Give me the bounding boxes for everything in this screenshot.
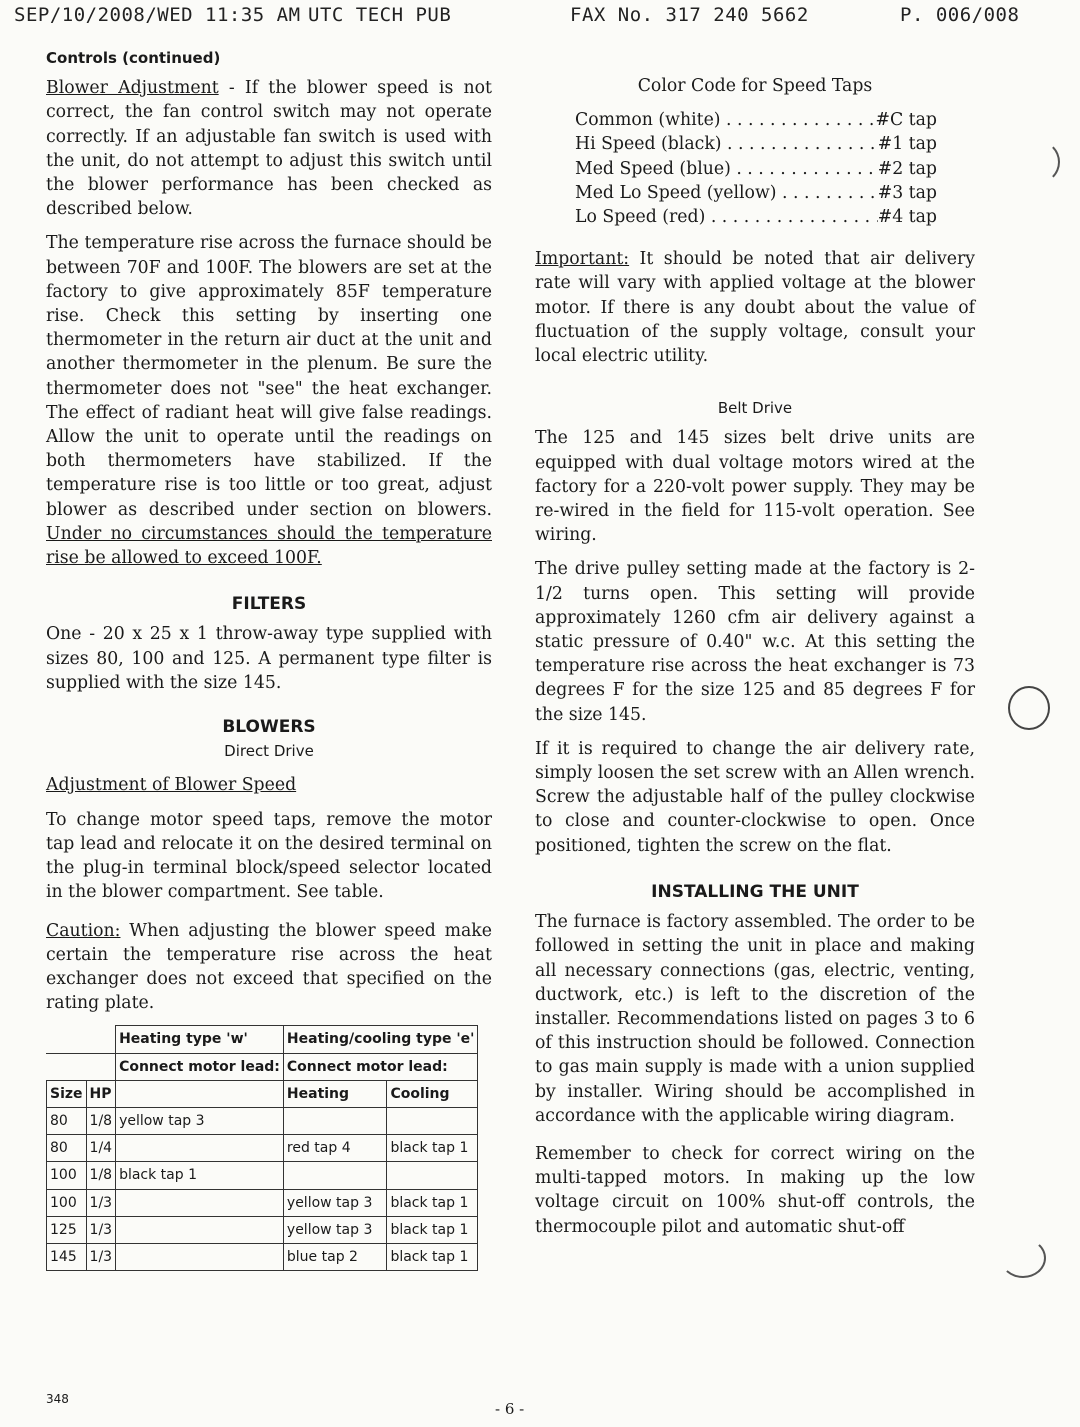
- heating-cell: blue tap 2: [283, 1243, 387, 1270]
- punch-hole-mark-bottom: [1000, 1238, 1046, 1278]
- blower-adjustment-paragraph: [46, 76, 492, 221]
- important-text: It should be noted that air delivery rate will vary with applied voltage at the blower motor. If there is any doubt about the value of fluctuation of the supply voltage, consult your local electric utility.: [535, 249, 975, 367]
- size-header: Size: [47, 1080, 87, 1107]
- fax-sender: UTC TECH PUB: [308, 4, 452, 26]
- size-cell: 80: [47, 1135, 87, 1162]
- cooling-cell: black tap 1: [387, 1135, 478, 1162]
- temperature-rise-text: The temperature rise across the furnace should be between 70F and 100F. The blowers are set at the factory to give approximately 85F temperature rise. Check this setting by inserting one thermometer in the return air duct at the unit and another thermometer in the plenum. Be sure the thermometer does not "see" the heat exchanger. The effect of radiant heat will give false readings. Allow the unit to operate until the readings on both thermometers have stabilized. If the temperature rise is too little or too great, adjust blower as described under section on blowers.: [46, 233, 492, 520]
- list-item: [575, 205, 937, 229]
- caution-label: Caution:: [46, 920, 121, 941]
- fax-header: [0, 4, 1080, 34]
- size-cell: 100: [47, 1162, 87, 1189]
- blower-speed-table: [46, 1025, 478, 1271]
- color-code-label: Med Lo Speed (yellow) . . .: [575, 181, 878, 205]
- size-cell: 80: [47, 1107, 87, 1134]
- w-lead-cell: yellow tap 3: [116, 1107, 284, 1134]
- controls-heading: Controls (continued): [46, 49, 221, 67]
- color-code-label: Lo Speed (red) . . .: [575, 205, 878, 229]
- table-row: [47, 1162, 478, 1189]
- adjustment-speed-heading: Adjustment of Blower Speed: [46, 775, 297, 796]
- installing-heading: INSTALLING THE UNIT: [651, 881, 859, 902]
- direct-drive-heading: Direct Drive: [224, 742, 314, 761]
- filters-text: One - 20 x 25 x 1 throw-away type supplied with sizes 80, 100 and 125. A permanent type filter is supplied with the size 145.: [46, 624, 492, 693]
- color-code-tap: #2 tap: [877, 158, 937, 179]
- color-code-label: Hi Speed (black) . . .: [575, 132, 878, 156]
- punch-hole-mark-top: [1016, 140, 1060, 184]
- w-blank-header: [116, 1080, 284, 1107]
- belt-drive-text-1: The 125 and 145 sizes belt drive units are equipped with dual voltage motors wired at the factory for a 220-volt power supply. They may be re-wired in the field for 115-volt operation. See wiring.: [535, 428, 975, 546]
- table-sub-header-row: [47, 1053, 478, 1080]
- table-row: [47, 1216, 478, 1243]
- document-code: 348: [46, 1392, 69, 1406]
- heating-header: Heating: [283, 1080, 387, 1107]
- connect-motor-lead-w: Connect motor lead:: [116, 1053, 284, 1080]
- hp-cell: 1/3: [86, 1243, 116, 1270]
- cooling-cell: black tap 1: [387, 1189, 478, 1216]
- color-code-label: Med Speed (blue) . . .: [575, 157, 878, 181]
- important-label: Important:: [535, 249, 630, 270]
- hp-header: HP: [86, 1080, 116, 1107]
- cooling-cell: black tap 1: [387, 1216, 478, 1243]
- belt-drive-heading: Belt Drive: [717, 399, 793, 418]
- left-column: [46, 46, 492, 1271]
- cooling-header: Cooling: [387, 1080, 478, 1107]
- size-cell: 125: [47, 1216, 87, 1243]
- size-cell: 100: [47, 1189, 87, 1216]
- color-code-tap: #C tap: [875, 110, 937, 131]
- heating-cell: [283, 1162, 387, 1189]
- hp-cell: 1/3: [86, 1216, 116, 1243]
- table-row: [47, 1107, 478, 1134]
- color-code-tap: #4 tap: [877, 207, 937, 228]
- cooling-cell: black tap 1: [387, 1243, 478, 1270]
- fax-page: P. 006/008: [900, 4, 1020, 26]
- size-cell: 145: [47, 1243, 87, 1270]
- hp-cell: 1/4: [86, 1135, 116, 1162]
- color-code-tap: #3 tap: [877, 182, 937, 203]
- fax-number: FAX No. 317 240 5662: [570, 4, 809, 26]
- blower-adjustment-text: - If the blower speed is not correct, the fan control switch may not operate correctly. If an adjustable fan switch is used with the unit, do not attempt to adjust this switch until the blower performance has been checked as described below.: [46, 78, 492, 220]
- caution-text: When adjusting the blower speed make certain the temperature rise across the heat exchanger does not exceed that specified on the rating plate.: [46, 920, 492, 1014]
- cooling-cell: [387, 1162, 478, 1189]
- caution-paragraph: [46, 919, 492, 1016]
- filters-heading: FILTERS: [231, 594, 307, 615]
- hp-cell: 1/3: [86, 1189, 116, 1216]
- heating-cell: yellow tap 3: [283, 1216, 387, 1243]
- blowers-heading: BLOWERS: [222, 717, 316, 738]
- page-number: - 6 -: [495, 1400, 525, 1418]
- w-lead-cell: [116, 1189, 284, 1216]
- w-lead-cell: black tap 1: [116, 1162, 284, 1189]
- installing-text: The furnace is factory assembled. The order to be followed in setting the unit in place and making all necessary connections (gas, electric, venting, ductwork, etc.) is left to the discretion of the installer. Recommendations listed on pages 3 to 6 of this instruction should be followed. Connection to gas main supply is made with a union supplied by installer. Wiring should be accomplished in accordance with the applicable wiring diagram.: [535, 912, 975, 1126]
- cooling-cell: [387, 1107, 478, 1134]
- belt-drive-text-2: The drive pulley setting made at the factory is 2-1/2 turns open. This setting will provide approximately 1260 cfm air delivery against a static pressure of 0.40" w.c. At this setting the temperature rise across the heat exchanger is 73 degrees F for the size 125 and 85 degrees F for the size 145.: [535, 559, 975, 725]
- punch-hole-mark-middle: [1008, 686, 1050, 730]
- fax-date: SEP/10/2008/WED 11:35 AM: [14, 4, 301, 26]
- temperature-rise-paragraph: [46, 231, 492, 570]
- list-item: [575, 181, 937, 205]
- hp-cell: 1/8: [86, 1162, 116, 1189]
- w-lead-cell: [116, 1216, 284, 1243]
- list-item: [575, 157, 937, 181]
- table-empty-corner: [47, 1026, 116, 1053]
- right-column: [535, 74, 975, 1249]
- heating-cell: yellow tap 3: [283, 1189, 387, 1216]
- list-item: [575, 108, 937, 132]
- table-row: [47, 1135, 478, 1162]
- connect-motor-lead-e: Connect motor lead:: [283, 1053, 478, 1080]
- w-lead-cell: [116, 1135, 284, 1162]
- table-row: [47, 1189, 478, 1216]
- heating-cooling-type-e-header: Heating/cooling type 'e': [283, 1026, 478, 1053]
- table-row: [47, 1243, 478, 1270]
- important-paragraph: [535, 247, 975, 368]
- heating-cell: [283, 1107, 387, 1134]
- remember-text: Remember to check for correct wiring on the multi-tapped motors. In making up the low voltage circuit on 100% shut-off controls, the thermocouple pilot and automatic shut-off: [535, 1143, 975, 1237]
- table-column-header-row: [47, 1080, 478, 1107]
- color-code-list: [575, 108, 975, 229]
- table-empty-cell: [47, 1053, 116, 1080]
- color-code-label: Common (white) . . .: [575, 108, 875, 132]
- w-lead-cell: [116, 1243, 284, 1270]
- color-code-tap: #1 tap: [877, 134, 937, 155]
- table-group-header-row: [47, 1026, 478, 1053]
- heating-type-w-header: Heating type 'w': [116, 1026, 284, 1053]
- heating-cell: red tap 4: [283, 1135, 387, 1162]
- blower-adjustment-label: Blower Adjustment: [46, 78, 219, 99]
- belt-drive-text-3: If it is required to change the air delivery rate, simply loosen the set screw with an Allen wrench. Screw the adjustable half of the pulley clockwise to close and counter-clockwise to open. Once positioned, tighten the screw on the flat.: [535, 738, 975, 856]
- temperature-rise-warning: Under no circumstances should the temperature rise be allowed to exceed 100F.: [46, 523, 492, 569]
- color-code-heading: Color Code for Speed Taps: [637, 76, 873, 96]
- adjustment-speed-text: To change motor speed taps, remove the motor tap lead and relocate it on the desired terminal on the plug-in terminal block/speed selector located in the blower compartment. See table.: [46, 809, 492, 903]
- list-item: [575, 132, 937, 156]
- hp-cell: 1/8: [86, 1107, 116, 1134]
